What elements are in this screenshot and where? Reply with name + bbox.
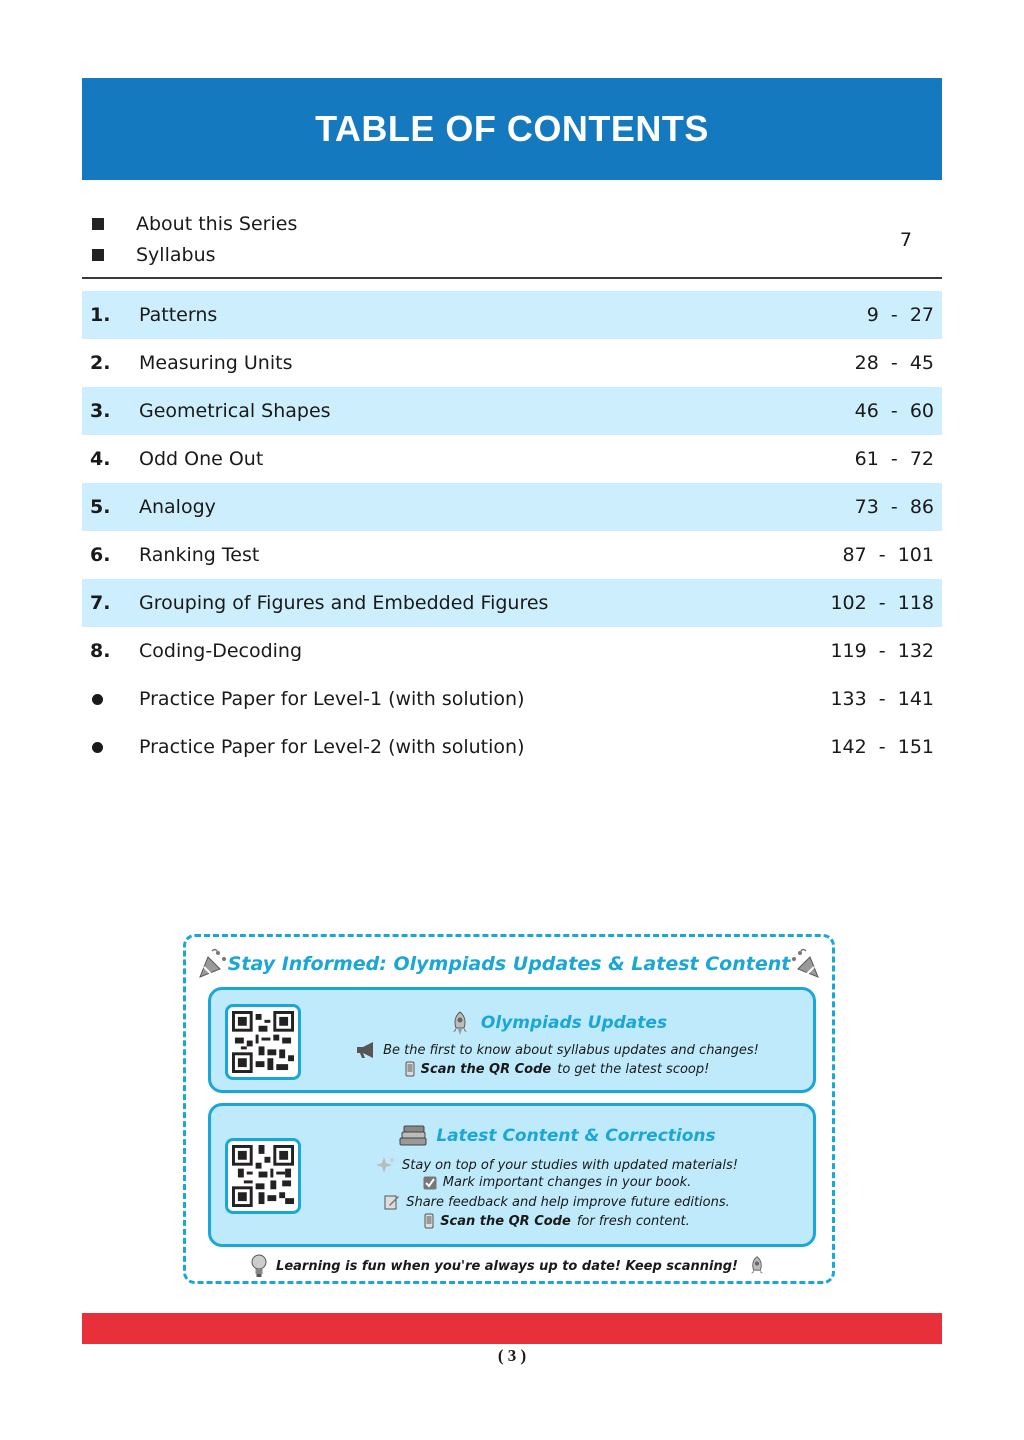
intro-item-label: Syllabus <box>136 244 216 266</box>
promo-footer <box>186 1253 832 1279</box>
footer-bar <box>82 1313 942 1344</box>
sparkles-icon <box>376 1156 396 1174</box>
chapter-title: Measuring Units <box>139 352 293 374</box>
chapter-pages: 87 - 101 <box>842 544 934 566</box>
promo-footer-text: Learning is fun when you're always up to date! Keep scanning! <box>276 1258 738 1274</box>
memo-icon <box>384 1194 400 1210</box>
card-line <box>301 1175 813 1190</box>
card-line-text: Be the first to know about syllabus updates and changes! <box>383 1042 759 1058</box>
toc-row[interactable] <box>82 435 942 483</box>
toc-row[interactable] <box>82 483 942 531</box>
card-line <box>301 1042 813 1058</box>
page-title: TABLE OF CONTENTS <box>315 108 709 149</box>
toc-row[interactable] <box>82 627 942 675</box>
chapter-number: 5. <box>90 496 111 518</box>
card-line-text: Mark important changes in your book. <box>442 1175 692 1190</box>
chapter-pages: 9 - 27 <box>866 304 934 326</box>
promo-title: Stay Informed: Olympiads Updates & Latest Content <box>227 953 791 975</box>
card-line-text: Share feedback and help improve future editions. <box>406 1194 730 1210</box>
card-line <box>301 1213 813 1229</box>
toc-row[interactable] <box>82 387 942 435</box>
lightbulb-icon <box>250 1253 268 1279</box>
chapter-number: 2. <box>90 352 111 374</box>
card-line-text: to get the latest scoop! <box>557 1061 710 1077</box>
chapter-number: 8. <box>90 640 111 662</box>
chapter-title: Coding-Decoding <box>139 640 303 662</box>
chapter-pages: 102 - 118 <box>830 592 934 614</box>
chapter-number: 1. <box>90 304 111 326</box>
chapter-pages: 46 - 60 <box>854 400 934 422</box>
page-number: ( 3 ) <box>497 1346 527 1365</box>
intro-item <box>82 240 216 270</box>
chapter-pages: 142 - 151 <box>830 736 934 758</box>
qr-code[interactable] <box>225 1004 301 1080</box>
card-line <box>301 1061 813 1077</box>
chapter-number: 3. <box>90 400 111 422</box>
card-line <box>301 1194 813 1210</box>
chapter-pages: 133 - 141 <box>830 688 934 710</box>
card-title: Olympiads Updates <box>480 1013 668 1033</box>
card-title-row <box>301 1010 813 1036</box>
chapter-title: Geometrical Shapes <box>139 400 331 422</box>
toc-row[interactable] <box>82 531 942 579</box>
intro-item-label: About this Series <box>136 213 298 235</box>
toc-row[interactable] <box>82 579 942 627</box>
chapter-number: 4. <box>90 448 111 470</box>
megaphone-icon <box>355 1042 377 1058</box>
card-line-text: Stay on top of your studies with updated materials! <box>402 1157 738 1173</box>
chapter-number: 7. <box>90 592 111 614</box>
chapter-pages: 28 - 45 <box>854 352 934 374</box>
card-title-row <box>301 1124 813 1148</box>
card-line-text: for fresh content. <box>576 1213 690 1229</box>
intro-section <box>82 205 942 277</box>
card-line-bold: Scan the QR Code <box>440 1213 571 1229</box>
rocket-icon <box>447 1010 473 1036</box>
rocket-icon <box>746 1255 768 1277</box>
chapter-title: Analogy <box>139 496 216 518</box>
toc-list <box>82 291 942 771</box>
card-line-bold: Scan the QR Code <box>420 1061 552 1077</box>
toc-row[interactable] <box>82 291 942 339</box>
square-bullet-icon <box>92 218 104 230</box>
latest-content-card <box>208 1103 816 1247</box>
qr-code-icon <box>232 1145 294 1207</box>
olympiad-updates-card <box>208 987 816 1093</box>
chapter-title: Practice Paper for Level-1 (with solution) <box>139 688 525 710</box>
chapter-pages: 61 - 72 <box>854 448 934 470</box>
square-bullet-icon <box>92 249 104 261</box>
chapter-title: Grouping of Figures and Embedded Figures <box>139 592 549 614</box>
chapter-title: Odd One Out <box>139 448 264 470</box>
qr-code[interactable] <box>225 1138 301 1214</box>
toc-row[interactable] <box>82 339 942 387</box>
card-line <box>301 1156 813 1174</box>
phone-icon <box>405 1061 415 1077</box>
chapter-pages: 119 - 132 <box>830 640 934 662</box>
toc-header <box>82 78 942 180</box>
phone-icon <box>424 1213 434 1229</box>
toc-row[interactable] <box>82 675 942 723</box>
books-icon <box>398 1124 428 1148</box>
intro-item <box>82 209 298 239</box>
chapter-pages: 73 - 86 <box>854 496 934 518</box>
checkbox-icon <box>423 1176 437 1190</box>
party-popper-icon <box>788 945 824 981</box>
intro-page-number: 7 <box>899 229 912 251</box>
round-bullet-icon <box>92 742 103 753</box>
divider <box>82 277 942 279</box>
updates-promo-box <box>183 934 835 1284</box>
chapter-title: Ranking Test <box>139 544 260 566</box>
qr-code-icon <box>232 1011 294 1073</box>
chapter-number: 6. <box>90 544 111 566</box>
chapter-title: Practice Paper for Level-2 (with solution) <box>139 736 525 758</box>
round-bullet-icon <box>92 694 103 705</box>
toc-row[interactable] <box>82 723 942 771</box>
card-title: Latest Content & Corrections <box>436 1126 716 1146</box>
chapter-title: Patterns <box>139 304 218 326</box>
